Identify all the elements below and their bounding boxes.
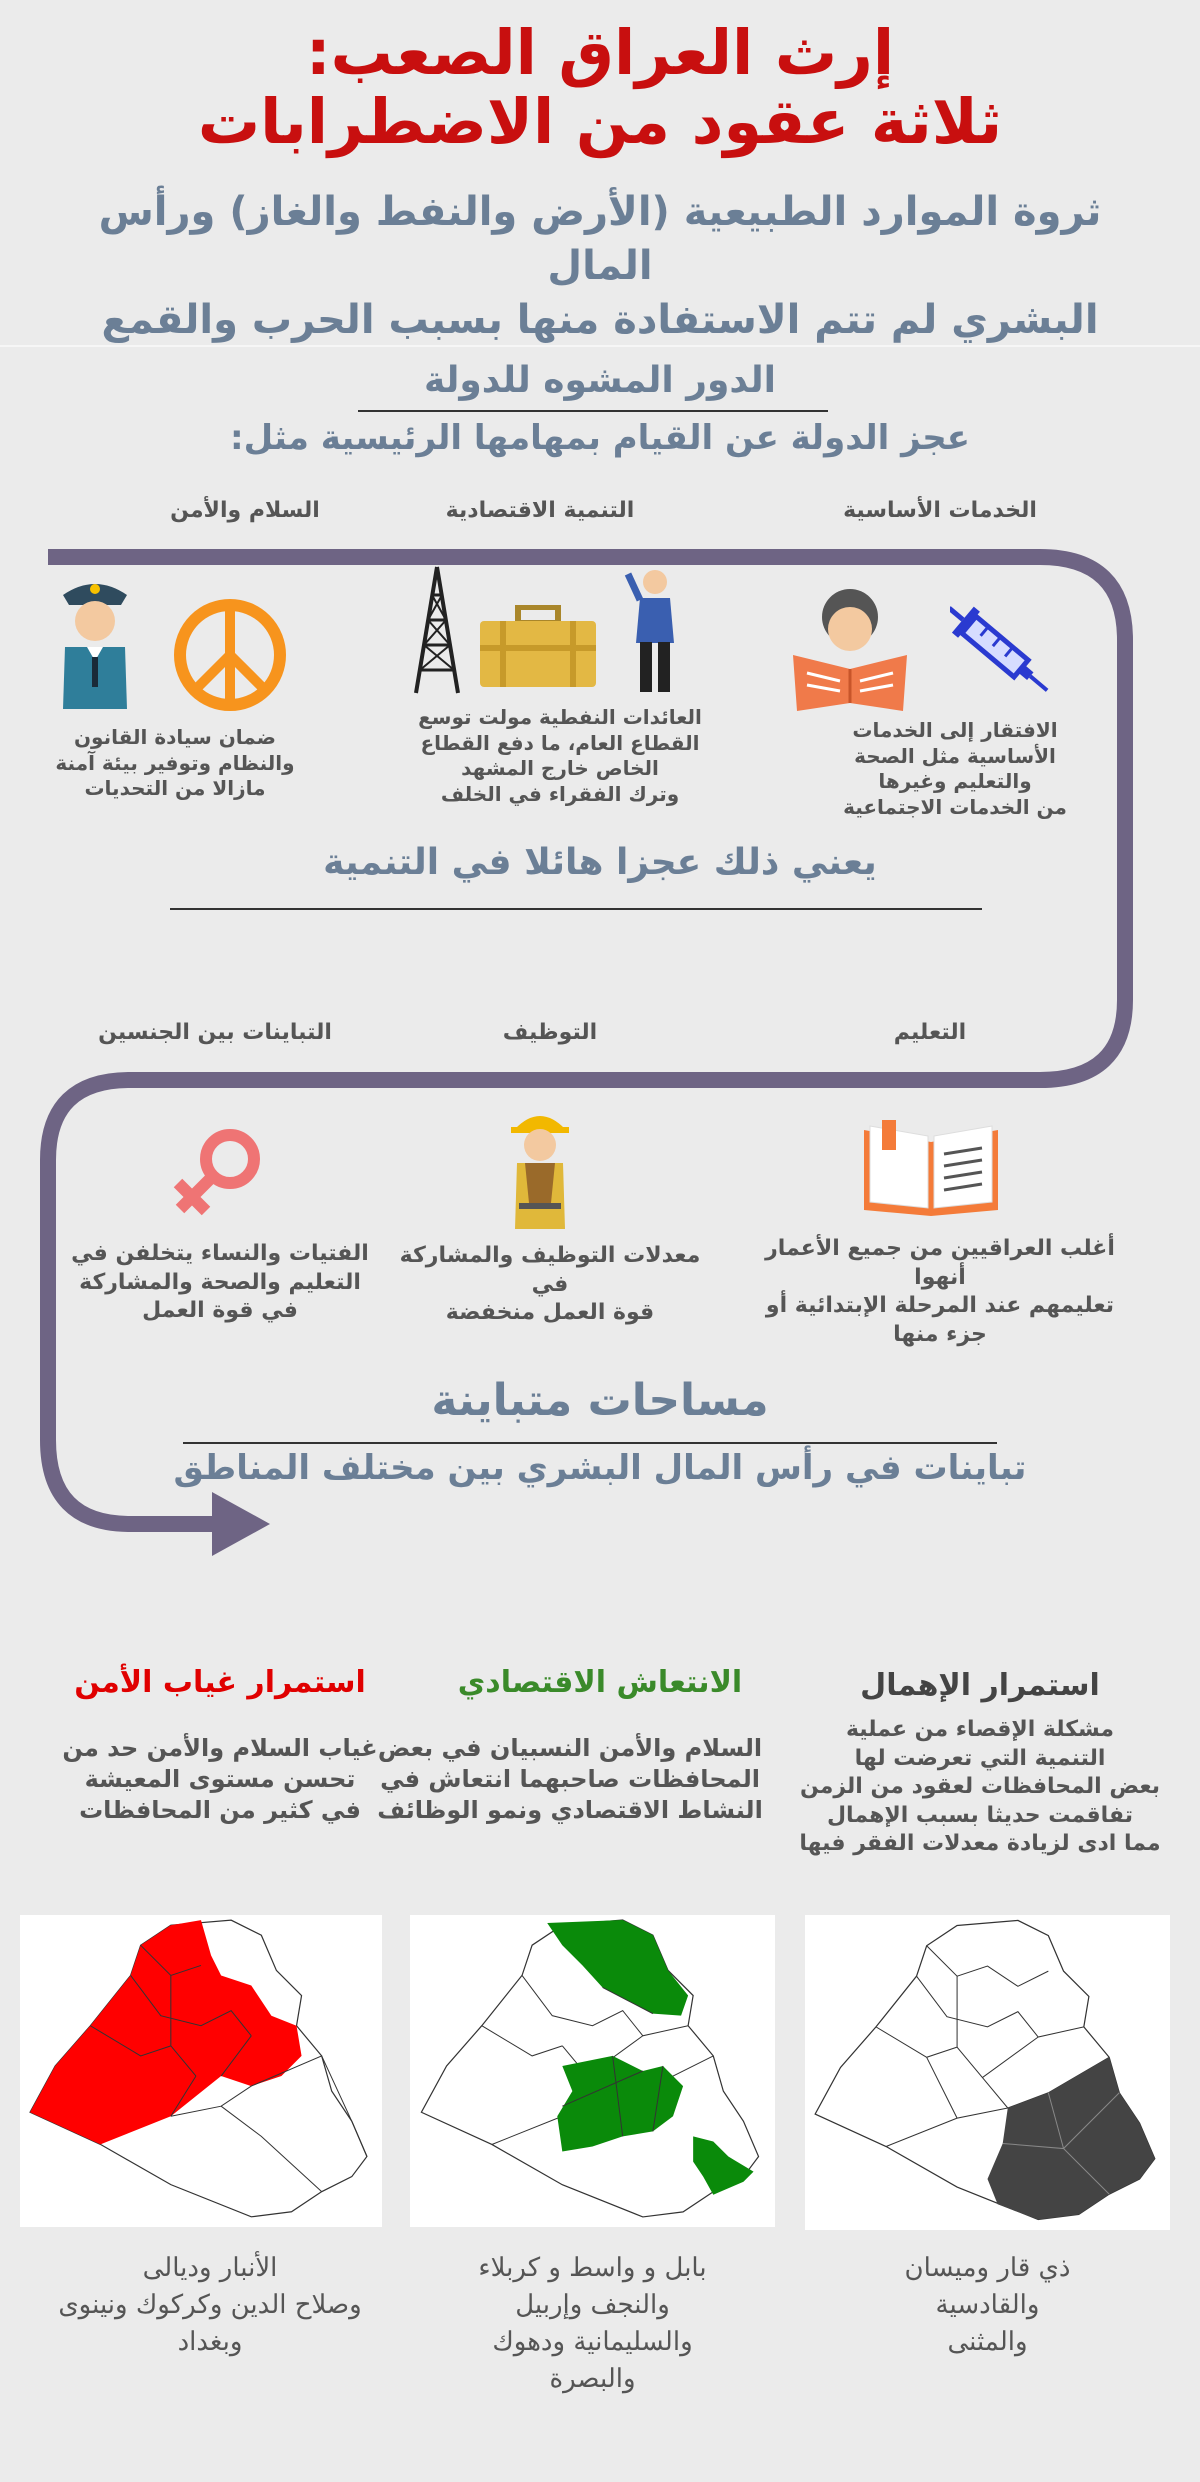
scenario-title: استمرار الإهمال (860, 1668, 1100, 1703)
worker-icon (505, 1103, 575, 1233)
divider (183, 1442, 997, 1444)
businessman-icon (620, 568, 690, 698)
reading-child-icon (785, 585, 915, 715)
open-book-icon (860, 1120, 1002, 1218)
iraq-map (20, 1915, 382, 2227)
divider (170, 908, 982, 910)
map-neglect (805, 1915, 1170, 2230)
category-description: أغلب العراقيين من جميع الأعمار أنهوا تعليمهم عند المرحلة الإبتدائية أو جزء منها (765, 1236, 1115, 1347)
map-recovery (410, 1915, 775, 2227)
province-list: الأنبار وديالى وصلاح الدين وكركوك ونينوى وبغداد (58, 2253, 362, 2357)
briefcase-icon (478, 605, 598, 690)
category-label: التنمية الاقتصادية (445, 498, 635, 523)
category-label: السلام والأمن (170, 498, 320, 523)
peace-sign-icon (170, 595, 290, 715)
province-list: بابل و واسط و كربلاء والنجف وإربيل والسليمانية ودهوك والبصرة (478, 2253, 707, 2394)
female-symbol-icon (170, 1125, 265, 1225)
oil-derrick-icon (410, 565, 465, 695)
scenario-text: السلام والأمن النسبيان في بعض المحافظات صاحبهما انتعاش في النشاط الاقتصادي ونمو الوظائف (377, 1734, 763, 1825)
page-title: إرث العراق الصعب: ثلاثة عقود من الاضطرابات (197, 16, 1003, 159)
regions-title: مساحات متباينة (431, 1375, 769, 1426)
arrow-head-icon (212, 1492, 270, 1556)
scenario-text: مشكلة الإقصاء من عملية التنمية التي تعرضت لها بعض المحافظات لعقود من الزمن تفاقمت حديثا بسبب الإهمال مما ادى لزيادة معدلات الفقر فيها (799, 1717, 1161, 1857)
scenario-text: غياب السلام والأمن حد من تحسن مستوى المعيشة في كثير من المحافظات (62, 1734, 378, 1825)
page-subtitle: ثروة الموارد الطبيعية (الأرض والنفط والغاز) ورأس المال البشري لم تتم الاستفادة منها بسبب الحرب والقمع (98, 189, 1102, 343)
category-label: الخدمات الأساسية (843, 498, 1037, 523)
category-label: التعليم (893, 1020, 967, 1045)
category-label: التوظيف (502, 1020, 598, 1045)
category-description: الافتقار إلى الخدمات الأساسية مثل الصحة والتعليم وغيرها من الخدمات الاجتماعية (843, 718, 1067, 819)
scenario-title: الانتعاش الاقتصادي (457, 1665, 743, 1700)
iraq-map (410, 1915, 775, 2227)
conclusion-text: يعني ذلك عجزا هائلا في التنمية (323, 842, 877, 883)
regions-subtitle: تباينات في رأس المال البشري بين مختلف المناطق (173, 1448, 1027, 1488)
category-description: ضمان سيادة القانون والنظام وتوفير بيئة آمنة مازالا من التحديات (55, 725, 295, 801)
category-description: العائدات النفطية مولت توسع القطاع العام، ما دفع القطاع الخاص خارج المشهد وترك الفقراء في الخلف (418, 705, 702, 806)
category-description: الفتيات والنساء يتخلفن في التعليم والصحة والمشاركة في قوة العمل (71, 1241, 369, 1324)
map-insecurity (20, 1915, 382, 2227)
syringe-icon (950, 600, 1060, 710)
state-role-title: الدور المشوه للدولة (423, 360, 776, 401)
province-list: ذي قار وميسان والقادسية والمثنى (904, 2253, 1071, 2357)
scenario-title: استمرار غياب الأمن (74, 1665, 366, 1700)
state-role-subtitle: عجز الدولة عن القيام بمهامها الرئيسية مثل: (230, 418, 970, 458)
category-label: التباينات بين الجنسين (98, 1020, 332, 1045)
police-officer-icon (55, 573, 135, 713)
category-description: معدلات التوظيف والمشاركة في قوة العمل منخفضة (399, 1243, 701, 1326)
iraq-map (805, 1915, 1170, 2230)
